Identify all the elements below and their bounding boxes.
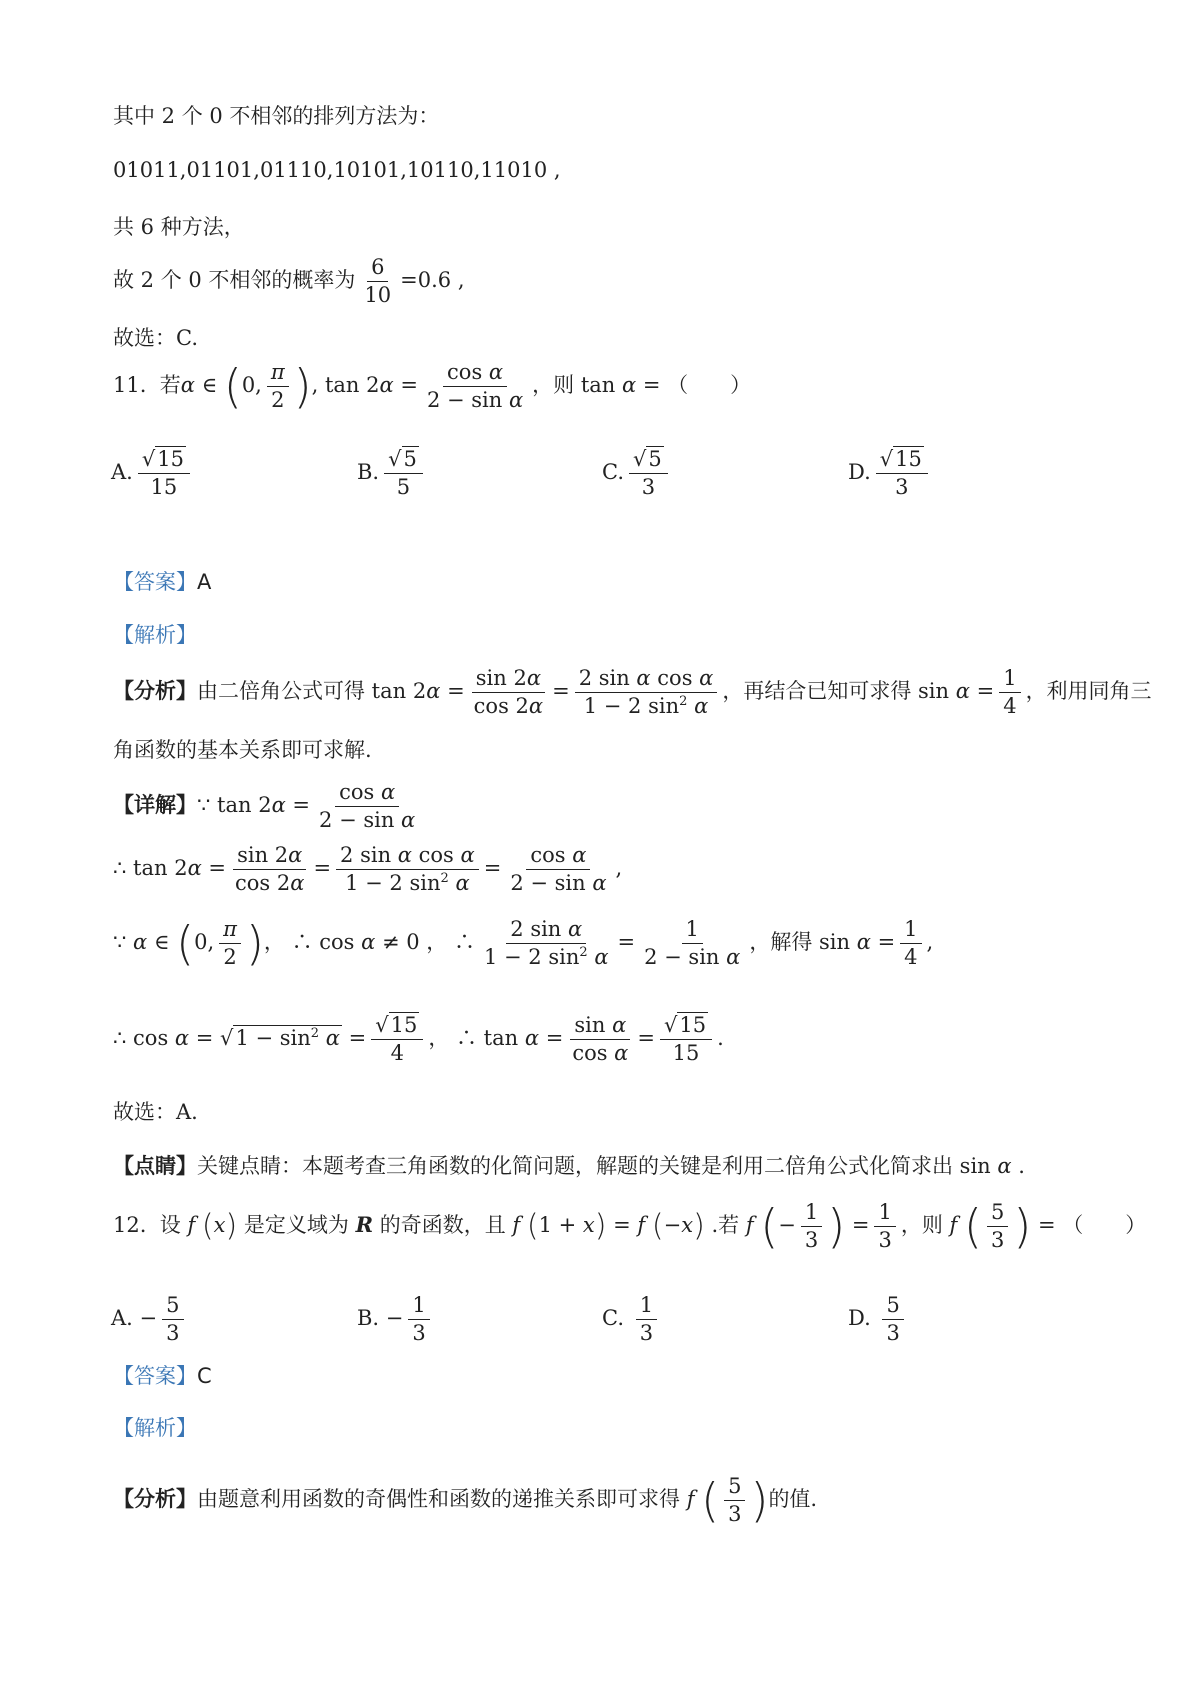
fraction [360,255,395,308]
choice-a: A. − $\frac{5}{3}$ [111,1293,189,1346]
numerator: 6 [367,255,388,282]
text-line: 故选：C. [113,326,198,350]
choice-d: D. $\frac{√15}{3}$ [848,447,933,500]
text: 若 [159,373,181,398]
choice-b: B. $\frac{√5}{5}$ [357,447,428,500]
answer-line [113,572,211,593]
text-line: 其中 2 个 0 不相邻的排列方法为： [113,104,440,128]
text-line: 角函数的基本关系即可求解. [113,738,372,762]
xiangjie-line-4: ∴ $\cos \alpha = √1 - \sin^2 \alpha$ = $\frac{√15}{4}$ ， ∴ tan α = $\frac{\text{sin α}}{\text{cos α}}$ = $\frac{√15}{15}$ . [113,1013,724,1066]
answer-value: C [197,1364,212,1388]
text-line: 共 6 种方法， [113,215,245,239]
denominator: 10 [364,283,392,308]
text-line: 01011,01101,01110,10101,10110,11010 , [113,158,561,182]
answer-blank: （ ） [667,373,752,398]
answer-value: A [197,570,212,594]
question-12-stem: 12. 设 f (x) 是定义域为 R 的奇函数，且 f (1 + x) = f (−x) .若 f (− $\frac{1}{3}$ ) = $\frac{1}{3}$ ，则 f ( $\frac{5}{3}$ ) = （ ） [113,1199,1147,1254]
answer-line: 【答案】C [113,1364,212,1388]
dianjing-line: 【点睛】关键点睛：本题考查三角函数的化简问题，解题的关键是利用二倍角公式化简求出 sin α . [113,1153,1025,1178]
text-line: 故选：A. [113,1100,198,1124]
text: =0.6 , [400,268,465,293]
choice-d: D. $\frac{5}{3}$ [848,1293,909,1346]
text: 故 2 个 0 不相邻的概率为 [113,268,356,293]
question-11-stem: 11. 若α ∈ (0, $\frac{\pi}{2}$ ), tan 2α = $\frac{\text{cos α}}{\text{2 − sin α}}$ ，则 tan α = （ ） [113,359,752,414]
choice-a: A. $\frac{√15}{15}$ [111,447,195,500]
xiangjie-line-3: ∵ α ∈ (0, $\frac{\pi}{2}$ )， ∴ cos α ≠ 0 ， ∴ $\frac{\text{2 sin α}}{1 - 2 \sin^2 \alpha}$ = $\frac{1}{\text{2 − sin α}}$ ，解得 sin α = $\frac{1}{4}$ , [113,916,934,971]
text: ，则 [532,373,575,398]
question-number: 12. [113,1213,147,1238]
probability-line [113,255,465,308]
question-number: 11. [113,373,147,398]
fenxi-line: 【分析】由题意利用函数的奇偶性和函数的递推关系即可求得 f ( $\frac{5}{3}$ )的值. [113,1473,818,1528]
fenxi-line: 【分析】由二倍角公式可得 tan 2α = $\frac{\sin 2\alpha}{\cos 2\alpha}$ = $\frac{\text{2 sin α cos α}}{1 - 2 \sin^2 \alpha}$ ，再结合已知可求得 sin α = $\frac{1}{4}$ ，利用同角三 [113,666,1152,719]
xiangjie-line-2: ∴ tan 2α = $\frac{\sin 2\alpha}{\cos 2\alpha}$ = $\frac{\text{2 sin α cos α}}{1 - 2 \sin^2 \alpha}$ = $\frac{\text{cos α}}{\text{2 − sin α}}$ , [113,843,623,896]
choice-c: C. $\frac{√5}{3}$ [602,447,673,500]
answer-tag: 【答案】 [113,570,197,594]
xiangjie-line-1: 【详解】∵ tan 2α = $\frac{\text{cos α}}{\text{2 − sin α}}$ [113,780,416,833]
answer-blank: （ ） [1062,1213,1147,1238]
analysis-heading: 【解析】 [113,623,197,647]
choice-b: B. − $\frac{1}{3}$ [357,1293,435,1346]
choice-c: C. $\frac{1}{3}$ [602,1293,662,1346]
analysis-heading: 【解析】 [113,1416,197,1440]
